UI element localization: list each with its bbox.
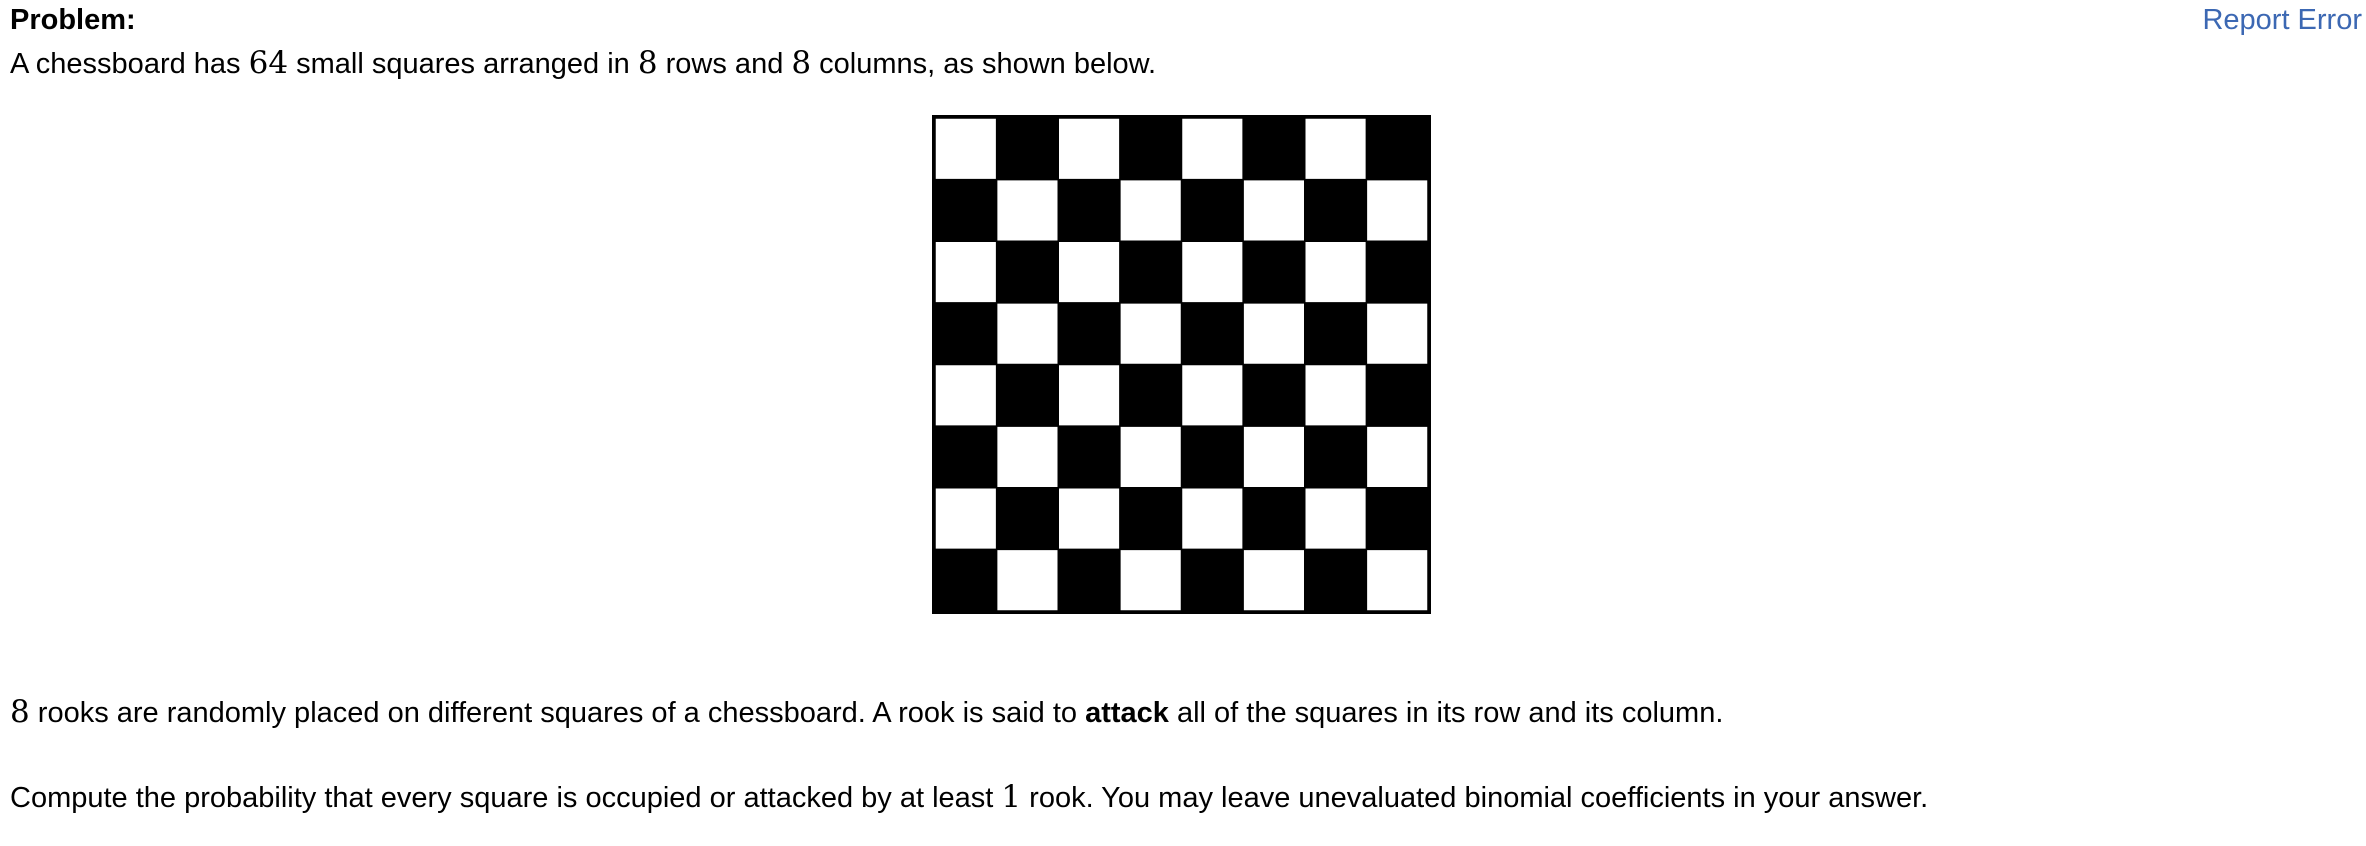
board-square-r2-c5 bbox=[1182, 180, 1244, 242]
board-square-r5-c4 bbox=[1120, 365, 1182, 427]
board-square-r8-c1 bbox=[935, 549, 997, 611]
question-text-start: Compute the probability that every square is occupied or attacked by at least bbox=[10, 782, 1002, 814]
board-square-r4-c2 bbox=[997, 303, 1059, 365]
board-square-r2-c1 bbox=[935, 180, 997, 242]
board-square-r1-c5 bbox=[1182, 118, 1244, 180]
board-square-r7-c7 bbox=[1305, 488, 1367, 550]
board-square-r3-c1 bbox=[935, 241, 997, 303]
board-square-r6-c6 bbox=[1243, 426, 1305, 488]
rook-text-start: rooks are randomly placed on different squares of a chessboard. A rook is said to bbox=[29, 697, 1086, 729]
board-square-r7-c8 bbox=[1366, 488, 1428, 550]
board-square-r1-c3 bbox=[1058, 118, 1120, 180]
num-cols-math: 8 bbox=[791, 45, 812, 81]
board-square-r1-c6 bbox=[1243, 118, 1305, 180]
board-square-r5-c8 bbox=[1366, 365, 1428, 427]
problem-heading: Problem: bbox=[10, 4, 136, 36]
board-square-r4-c4 bbox=[1120, 303, 1182, 365]
board-square-r2-c6 bbox=[1243, 180, 1305, 242]
chessboard-svg bbox=[932, 115, 1431, 614]
question-num-math: 1 bbox=[1001, 779, 1022, 815]
board-square-r7-c4 bbox=[1120, 488, 1182, 550]
intro-text-mid1: small squares arranged in bbox=[288, 48, 638, 80]
board-square-r4-c3 bbox=[1058, 303, 1120, 365]
board-square-r6-c4 bbox=[1120, 426, 1182, 488]
board-square-r7-c1 bbox=[935, 488, 997, 550]
board-square-r6-c1 bbox=[935, 426, 997, 488]
board-square-r6-c3 bbox=[1058, 426, 1120, 488]
board-square-r7-c3 bbox=[1058, 488, 1120, 550]
board-square-r7-c5 bbox=[1182, 488, 1244, 550]
board-square-r6-c5 bbox=[1182, 426, 1244, 488]
board-square-r4-c6 bbox=[1243, 303, 1305, 365]
board-square-r2-c3 bbox=[1058, 180, 1120, 242]
board-square-r4-c1 bbox=[935, 303, 997, 365]
report-error-link[interactable]: Report Error bbox=[2202, 4, 2362, 36]
board-square-r8-c8 bbox=[1366, 549, 1428, 611]
board-square-r1-c2 bbox=[997, 118, 1059, 180]
board-square-r8-c6 bbox=[1243, 549, 1305, 611]
board-square-r1-c1 bbox=[935, 118, 997, 180]
board-square-r5-c5 bbox=[1182, 365, 1244, 427]
board-square-r5-c6 bbox=[1243, 365, 1305, 427]
board-square-r8-c2 bbox=[997, 549, 1059, 611]
board-square-r8-c3 bbox=[1058, 549, 1120, 611]
question-text-end: rook. You may leave unevaluated binomial coefficients in your answer. bbox=[1021, 782, 1929, 814]
board-square-r4-c7 bbox=[1305, 303, 1367, 365]
board-square-r7-c6 bbox=[1243, 488, 1305, 550]
num-rooks-math: 8 bbox=[10, 694, 30, 730]
board-square-r5-c1 bbox=[935, 365, 997, 427]
board-square-r1-c8 bbox=[1366, 118, 1428, 180]
board-square-r2-c4 bbox=[1120, 180, 1182, 242]
board-square-r8-c4 bbox=[1120, 549, 1182, 611]
board-square-r5-c3 bbox=[1058, 365, 1120, 427]
board-square-r1-c4 bbox=[1120, 118, 1182, 180]
board-square-r5-c7 bbox=[1305, 365, 1367, 427]
board-square-r2-c8 bbox=[1366, 180, 1428, 242]
board-square-r2-c2 bbox=[997, 180, 1059, 242]
board-square-r3-c5 bbox=[1182, 241, 1244, 303]
attack-term: attack bbox=[1085, 697, 1169, 729]
board-square-r7-c2 bbox=[997, 488, 1059, 550]
intro-sentence bbox=[10, 44, 1156, 83]
intro-text-mid2: rows and bbox=[657, 48, 792, 80]
board-square-r6-c7 bbox=[1305, 426, 1367, 488]
board-square-r3-c2 bbox=[997, 241, 1059, 303]
board-square-r2-c7 bbox=[1305, 180, 1367, 242]
board-square-r3-c8 bbox=[1366, 241, 1428, 303]
board-square-r5-c2 bbox=[997, 365, 1059, 427]
board-square-r3-c7 bbox=[1305, 241, 1367, 303]
intro-text-start: A chessboard has bbox=[10, 48, 249, 80]
board-square-r3-c4 bbox=[1120, 241, 1182, 303]
chessboard-figure bbox=[932, 115, 1431, 614]
board-square-r8-c7 bbox=[1305, 549, 1367, 611]
board-square-r8-c5 bbox=[1182, 549, 1244, 611]
num-squares-math: 64 bbox=[248, 45, 289, 81]
rook-text-end: all of the squares in its row and its column. bbox=[1168, 697, 1724, 729]
rook-statement bbox=[10, 693, 1723, 732]
question-sentence bbox=[10, 778, 1928, 817]
board-square-r6-c2 bbox=[997, 426, 1059, 488]
num-rows-math: 8 bbox=[637, 45, 658, 81]
board-square-r6-c8 bbox=[1366, 426, 1428, 488]
board-square-r3-c6 bbox=[1243, 241, 1305, 303]
board-square-r3-c3 bbox=[1058, 241, 1120, 303]
board-square-r4-c5 bbox=[1182, 303, 1244, 365]
board-square-r1-c7 bbox=[1305, 118, 1367, 180]
intro-text-end: columns, as shown below. bbox=[811, 48, 1157, 80]
board-square-r4-c8 bbox=[1366, 303, 1428, 365]
